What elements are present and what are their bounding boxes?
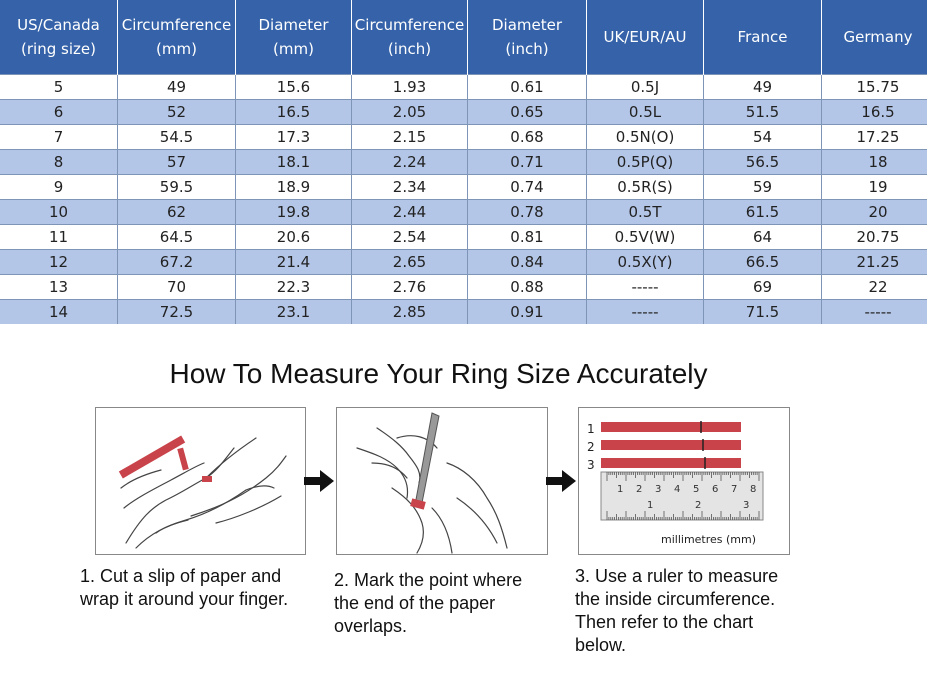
table-cell: 19.8	[236, 200, 352, 225]
table-cell: 0.84	[468, 250, 587, 275]
table-cell: 0.88	[468, 275, 587, 300]
arrow-right-icon	[546, 470, 576, 492]
table-cell: 0.5R(S)	[587, 175, 704, 200]
ruler-top-number: 8	[750, 484, 757, 495]
table-cell: 6	[0, 100, 118, 125]
ruler-top-number: 1	[617, 484, 624, 495]
table-cell: 64	[704, 225, 822, 250]
step-1-text: 1. Cut a slip of paper and wrap it around your finger.	[80, 566, 289, 609]
table-cell: 0.68	[468, 125, 587, 150]
table-cell: 0.5V(W)	[587, 225, 704, 250]
ruler-bottom-number: 3	[743, 500, 750, 511]
table-cell: 0.74	[468, 175, 587, 200]
table-row	[0, 150, 927, 175]
table-cell: 23.1	[236, 300, 352, 325]
table-cell: 2.15	[352, 125, 468, 150]
step-3-illustration	[578, 407, 790, 555]
guide-title: How To Measure Your Ring Size Accurately	[169, 358, 708, 389]
table-cell: 62	[118, 200, 236, 225]
table-cell: 2.65	[352, 250, 468, 275]
table-cell: 10	[0, 200, 118, 225]
table-cell: 18.9	[236, 175, 352, 200]
table-cell: 17.25	[822, 125, 927, 150]
column-header: Diameter (mm)	[236, 0, 352, 75]
table-cell: 8	[0, 150, 118, 175]
table-cell: 49	[118, 75, 236, 100]
table-cell: 69	[704, 275, 822, 300]
column-header: Germany	[822, 0, 927, 75]
table-cell: -----	[587, 275, 704, 300]
table-cell: 20	[822, 200, 927, 225]
ruler-top-number: 3	[655, 484, 662, 495]
table-cell: 2.44	[352, 200, 468, 225]
table-cell: 0.71	[468, 150, 587, 175]
table-cell: 9	[0, 175, 118, 200]
table-cell: 52	[118, 100, 236, 125]
table-cell: 14	[0, 300, 118, 325]
table-cell: 2.24	[352, 150, 468, 175]
table-cell: 59.5	[118, 175, 236, 200]
table-row	[0, 275, 927, 300]
ruler-unit-label: millimetres (mm)	[661, 533, 757, 546]
table-cell: 0.78	[468, 200, 587, 225]
hand-with-paper-strip-icon	[96, 408, 305, 554]
ruler-icon	[579, 408, 789, 554]
paper-strip	[601, 422, 741, 432]
table-cell: 66.5	[704, 250, 822, 275]
table-cell: 59	[704, 175, 822, 200]
step-2-illustration	[336, 407, 548, 555]
table-cell: 2.34	[352, 175, 468, 200]
ruler-top-number: 2	[636, 484, 643, 495]
table-cell: 11	[0, 225, 118, 250]
strip-label: 1	[587, 422, 595, 436]
table-cell: 0.5P(Q)	[587, 150, 704, 175]
table-cell: 0.5N(O)	[587, 125, 704, 150]
table-row	[0, 225, 927, 250]
table-cell: 18.1	[236, 150, 352, 175]
column-header: US/Canada (ring size)	[0, 0, 118, 75]
table-cell: 0.5X(Y)	[587, 250, 704, 275]
table-cell: 0.5J	[587, 75, 704, 100]
table-cell: 56.5	[704, 150, 822, 175]
table-cell: -----	[587, 300, 704, 325]
table-cell: 22	[822, 275, 927, 300]
table-cell: 0.5T	[587, 200, 704, 225]
table-cell: 0.65	[468, 100, 587, 125]
paper-strip	[601, 458, 741, 468]
ruler-top-number: 5	[693, 484, 700, 495]
table-cell: 64.5	[118, 225, 236, 250]
table-cell: 51.5	[704, 100, 822, 125]
table-cell: 61.5	[704, 200, 822, 225]
strip-label: 2	[587, 440, 595, 454]
ruler-bottom-number: 1	[647, 500, 654, 511]
strip-label: 3	[587, 458, 595, 472]
table-cell: 15.6	[236, 75, 352, 100]
table-cell: 0.61	[468, 75, 587, 100]
table-cell: 2.76	[352, 275, 468, 300]
table-cell: 0.91	[468, 300, 587, 325]
table-row	[0, 75, 927, 100]
table-header-row	[0, 0, 927, 75]
table-cell: 16.5	[822, 100, 927, 125]
table-cell: 54.5	[118, 125, 236, 150]
column-header: Diameter (inch)	[468, 0, 587, 75]
table-cell: 2.05	[352, 100, 468, 125]
table-row	[0, 300, 927, 325]
ruler-bottom-number: 2	[695, 500, 702, 511]
hand-marking-pen-icon	[337, 408, 547, 554]
table-cell: 18	[822, 150, 927, 175]
table-cell: 49	[704, 75, 822, 100]
table-cell: 0.81	[468, 225, 587, 250]
step-3-text: 3. Use a ruler to measure the inside circumference. Then refer to the chart below.	[575, 566, 779, 655]
table-cell: 12	[0, 250, 118, 275]
table-cell: 19	[822, 175, 927, 200]
table-cell: 72.5	[118, 300, 236, 325]
table-cell: 71.5	[704, 300, 822, 325]
table-cell: 0.5L	[587, 100, 704, 125]
table-cell: 2.85	[352, 300, 468, 325]
table-cell: 17.3	[236, 125, 352, 150]
table-cell: 16.5	[236, 100, 352, 125]
column-header: Circumference (inch)	[352, 0, 468, 75]
table-cell: 21.4	[236, 250, 352, 275]
table-row	[0, 200, 927, 225]
table-cell: 2.54	[352, 225, 468, 250]
ruler-top-number: 4	[674, 484, 681, 495]
table-cell: 5	[0, 75, 118, 100]
table-cell: 22.3	[236, 275, 352, 300]
column-header: Circumference (mm)	[118, 0, 236, 75]
table-cell: 57	[118, 150, 236, 175]
table-row	[0, 175, 927, 200]
table-cell: 13	[0, 275, 118, 300]
table-cell: 20.6	[236, 225, 352, 250]
table-cell: 21.25	[822, 250, 927, 275]
table-cell: 70	[118, 275, 236, 300]
table-cell: 54	[704, 125, 822, 150]
table-row	[0, 125, 927, 150]
table-cell: 1.93	[352, 75, 468, 100]
ruler-top-number: 7	[731, 484, 738, 495]
step-2-text: 2. Mark the point where the end of the paper overlaps.	[334, 570, 523, 636]
table-row	[0, 100, 927, 125]
column-header: UK/EUR/AU	[587, 0, 704, 75]
table-row	[0, 250, 927, 275]
arrow-right-icon	[304, 470, 334, 492]
paper-strip	[601, 440, 741, 450]
table-cell: -----	[822, 300, 927, 325]
ring-size-table	[0, 0, 927, 324]
step-1-illustration	[95, 407, 306, 555]
table-cell: 7	[0, 125, 118, 150]
column-header: France	[704, 0, 822, 75]
ruler-top-number: 6	[712, 484, 719, 495]
table-cell: 15.75	[822, 75, 927, 100]
table-cell: 67.2	[118, 250, 236, 275]
table-cell: 20.75	[822, 225, 927, 250]
